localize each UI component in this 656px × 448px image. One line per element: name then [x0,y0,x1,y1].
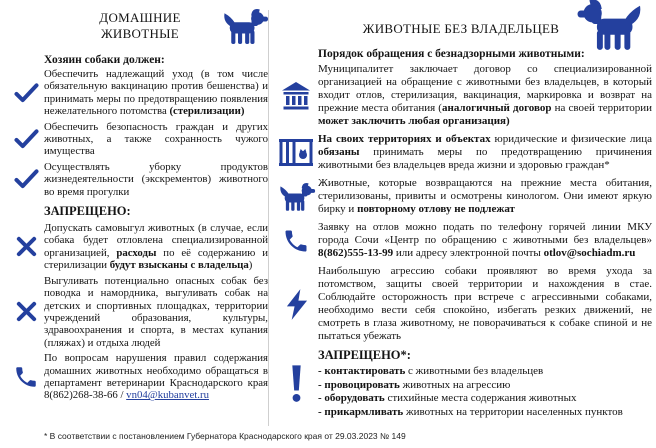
forbidden-item [8,275,268,349]
info-item [274,133,652,172]
duty-item [8,68,268,118]
cage-icon [274,139,318,166]
info-text: Заявку на отлов можно подать по телефону горячей линии МКУ города Сочи «Центр по обращению с животными без владельцев» 8(862)555-13-99 или адресу электронной почты otlov@sochiadm.ru [318,221,652,259]
page-title-right: ЖИВОТНЫЕ БЕЗ ВЛАДЕЛЬЦЕВ [362,21,560,36]
info-text: На своих территориях и объектах юридические и физические лица обязаны принимать меры по предотвращению причинения животными без владельцев вреда жизни и здоровью граждан* [318,133,653,171]
email-link[interactable]: vn04@kubanvet.ru [126,389,209,402]
forbidden-text: Выгуливать потенциально опасных собак без поводка и намордника, выгуливать собак на детских и спортивных площадках, территории учреждений образования, культуры, здравоохранения и спорта, в местах купания (пляжах) и отдыха людей [44,274,268,349]
duty-text: Обеспечить безопасность граждан и других животных, а также сохранность чужого имущества [44,120,268,158]
stray-animals-column [274,0,652,424]
info-text: Животные, которые возвращаются на прежние места обитания, стерилизованы, привиты и осмотрены кинологом. Они имеют яркую бирку и повторному отлову не подлежат [318,177,652,215]
forbidden-rule: - контактировать с животными без владельцев [318,365,544,377]
phone-icon [8,364,44,390]
left-header [8,2,268,50]
check-icon [8,83,44,103]
duty-text: Осуществлять уборку продуктов жизнедеятельности (экскрементов) животного во время прогулки [44,160,268,198]
info-item [274,265,652,343]
forbidden-heading-right: ЗАПРЕЩЕНО*: [318,348,411,362]
contact-item [8,352,268,402]
forbidden-item [8,222,268,272]
owner-duties-heading: Хозяин собаки должен: [44,54,165,66]
exclamation-icon [274,364,318,404]
forbidden-block [274,348,652,419]
column-divider [268,10,269,426]
phone-icon [274,227,318,255]
info-item [274,221,652,260]
lightning-bolt-icon [274,288,318,321]
bank-icon [274,81,318,111]
check-icon [8,129,44,149]
info-item [274,63,652,128]
cross-icon [8,301,44,322]
page-title-left: ДОМАШНИЕ ЖИВОТНЫЕ [99,10,181,41]
check-icon [8,169,44,189]
cross-icon [8,236,44,257]
forbidden-rule: - оборудовать стихийные места содержания животных [318,392,577,404]
duty-item [8,121,268,158]
dog-standing-icon [572,0,652,52]
forbidden-rule: - прикармливать животных на территории населенных пунктов [318,405,623,418]
info-item [274,177,652,216]
domestic-animals-column [8,2,268,405]
dog-walking-icon [220,5,268,47]
forbidden-text: Допускать самовыгул животных (в случае, если собака будет отловлена специализированной организацией, расходы по её содержанию и стерилизации будут взысканы с владельца) [44,222,269,272]
contact-text: По вопросам нарушения правил содержания домашних животных необходимо обращаться в департамент ветеринарии Краснодарского края 8(862)268-38-66 / vn04@kubanvet.ru [44,352,268,402]
duty-text: Обеспечить надлежащий уход (в том числе обязательную вакцинацию против бешенства) и принимать меры по предотвращению появления нежелательного потомства (стерилизации) [44,68,268,118]
procedure-heading: Порядок обращения с безнадзорными животными: [318,48,585,60]
duty-item [8,161,268,198]
info-text: Наибольшую агрессию собаки проявляют во время ухода за потомством, защиты своей территории и нахождения в стае. Соблюдайте осторожность при встрече с агрессивными собаками, необходимо вести себя спокойно, избегать резких движений, не смотреть в глаза животному, не поворачиваться к собаке спиной и не пытаться убежать [318,265,652,342]
dog-icon [274,181,318,212]
info-text: Муниципалитет заключает договор со специализированной организацией на обращение с животными без владельцев, в который входит отлов, стерилизация, вакцинация, маркировка и возврат на прежние места обитания (аналогичный договор на своей территории может заключить любая организация) [318,63,653,127]
right-header [274,0,652,48]
forbidden-heading-left: ЗАПРЕЩЕНО: [44,204,131,219]
forbidden-rule: - провоцировать животных на агрессию [318,378,511,391]
footnote: * В соответствии с постановлением Губернатора Краснодарского края от 29.03.2023 № 149 [44,431,406,441]
